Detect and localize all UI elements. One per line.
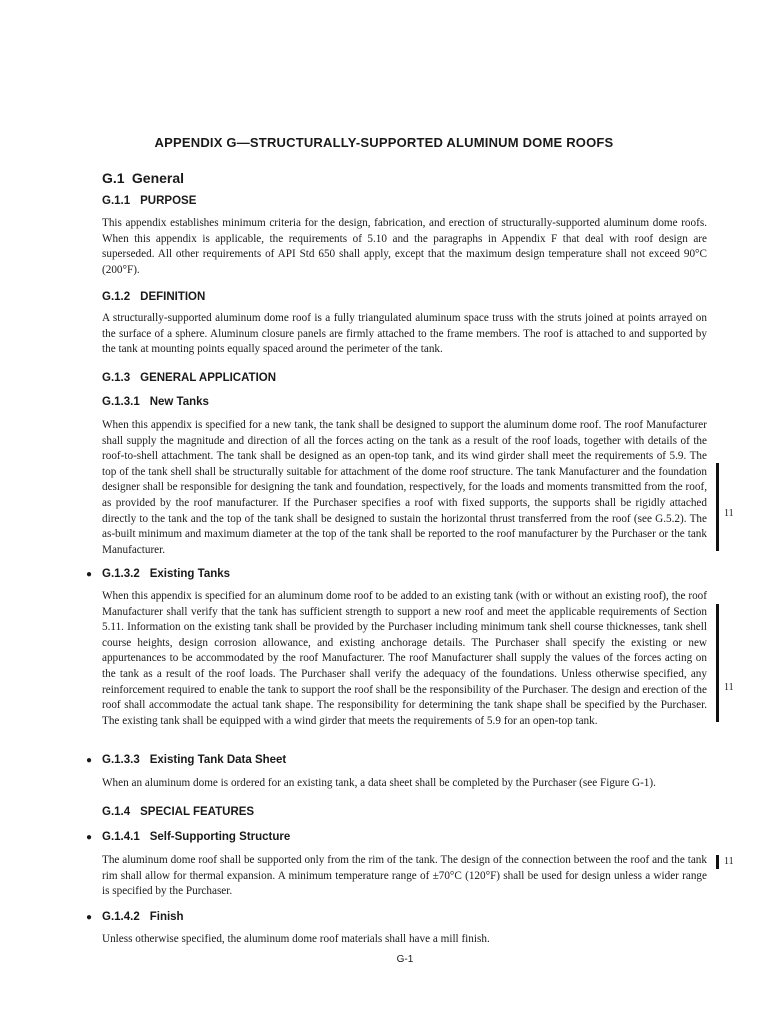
section-number: G.1.4.2 <box>102 911 140 923</box>
section-g132-heading <box>102 568 230 580</box>
section-label: SPECIAL FEATURES <box>140 806 255 818</box>
revision-bar <box>716 604 719 722</box>
revision-number: 11 <box>724 856 734 867</box>
section-g13-heading <box>102 372 276 384</box>
revision-bar <box>716 855 719 869</box>
section-number: G.1.3.2 <box>102 568 140 580</box>
section-number: G.1.2 <box>102 291 131 303</box>
bullet-icon: ● <box>86 832 93 843</box>
section-number: G.1.3 <box>102 372 131 384</box>
section-g142-text: Unless otherwise specified, the aluminum dome roof materials shall have a mill finish. <box>102 933 490 945</box>
section-label: Existing Tank Data Sheet <box>149 754 287 766</box>
section-g142-heading <box>102 911 184 923</box>
section-g141-heading <box>102 831 290 843</box>
section-number: G.1 <box>102 170 125 186</box>
section-g132-text: When this appendix is specified for an aluminum dome roof to be added to an existing tank (with or without an existing roof), the roof Manufacturer shall verify that the tank has sufficient strength to support a new roof and meet the applicable requirements of Section 5.11. Information on the existing tank shall be provided by the Purchaser including minimum tank shell course thicknesses, tank shell course heights, design corrosion allowance, and existing anchorage details. The Purchaser shall specify the existing or new appurtenances to be accommodated by the roof Manufacturer. The roof Manufacturer shall supply the values of the forces acting on the tank as a result of the roof loads. The Purchaser shall verify the adequacy of the foundations. Unless otherwise specified, any reinforcement required to enable the tank to support the roof shall be the responsibility of the Purchaser. The design and erection of the roof shall accommodate the actual tank shape. The responsibility for determining the tank shape shall be specified by the Purchaser. The existing tank shall be equipped with a wind girder that meets the requirements of 5.9 for an open-top tank. <box>102 590 707 727</box>
section-g141-text: The aluminum dome roof shall be supported only from the rim of the tank. The design of the connection between the roof and the tank rim shall allow for thermal expansion. A minimum temperature range of ±70°C (120°F) shall be used for design unless a wider range is specified by the Purchaser. <box>102 854 707 898</box>
section-label: GENERAL APPLICATION <box>140 372 277 384</box>
section-g133-text: When an aluminum dome is ordered for an existing tank, a data sheet shall be completed by the Purchaser (see Figure G-1). <box>102 777 656 789</box>
revision-number: 11 <box>724 508 734 519</box>
section-g14-heading <box>102 806 254 818</box>
bullet-icon: ● <box>86 912 93 923</box>
bullet-icon: ● <box>86 755 93 766</box>
revision-bar <box>716 463 719 551</box>
section-label: PURPOSE <box>140 195 197 207</box>
section-number: G.1.4.1 <box>102 831 140 843</box>
page-number: G-1 <box>396 954 414 965</box>
section-label: General <box>131 170 185 186</box>
section-g12-text: A structurally-supported aluminum dome roof is a fully triangulated aluminum space truss with the struts joined at points arrayed on the surface of a sphere. Aluminum closure panels are firmly attached to the frame members. The roof is attached to and supported by the tank at mounting points equally spaced around the perimeter of the tank. <box>102 312 707 356</box>
section-g1-heading <box>102 170 184 186</box>
section-number: G.1.4 <box>102 806 131 818</box>
section-g11-heading <box>102 195 196 207</box>
section-label: Finish <box>149 911 184 923</box>
section-label: Existing Tanks <box>149 568 231 580</box>
section-g12-heading <box>102 291 205 303</box>
section-number: G.1.3.3 <box>102 754 140 766</box>
section-g11-text: This appendix establishes minimum criteria for the design, fabrication, and erection of structurally-supported aluminum dome roofs. When this appendix is applicable, the requirements of 5.10 and the paragraphs in Appendix F that deal with roof design are superseded. All other requirements of API Std 650 shall apply, except that the maximum design temperature shall not exceed 90°C (200°F). <box>102 217 707 276</box>
section-label: DEFINITION <box>140 291 206 303</box>
section-label: New Tanks <box>149 396 209 408</box>
bullet-icon: ● <box>86 569 93 580</box>
revision-number: 11 <box>724 682 734 693</box>
section-g131-text: When this appendix is specified for a new tank, the tank shall be designed to support the aluminum dome roof. The roof Manufacturer shall supply the magnitude and direction of all the forces acting on the tank as a result of the roof loads, together with details of the roof-to-shell attachment. The tank shall be designed as an open-top tank, and its wind girder shall meet the requirements of 5.9. The top of the tank shell shall be structurally suitable for attachment of the dome roof structure. The tank Manufacturer and the foundation designer shall be responsible for designing the tank and foundation, respectively, for the loads and moments transmitted from the roof, as provided by the roof manufacturer. If the Purchaser specifies a roof with fixed supports, the supports shall be rigidly attached directly to the tank and the top of the tank shall be designed to sustain the horizontal thrust transferred from the roof (see G.5.2). The as-built minimum and maximum diameter at the top of the tank shall be reported to the roof manufacturer by the Purchaser or the tank Manufacturer. <box>102 419 707 556</box>
section-label: Self-Supporting Structure <box>149 831 291 843</box>
section-number: G.1.3.1 <box>102 396 140 408</box>
section-g131-heading <box>102 396 209 408</box>
section-g133-heading <box>102 754 286 766</box>
section-number: G.1.1 <box>102 195 131 207</box>
page-title: APPENDIX G—STRUCTURALLY-SUPPORTED ALUMINUM DOME ROOFS <box>154 135 614 150</box>
